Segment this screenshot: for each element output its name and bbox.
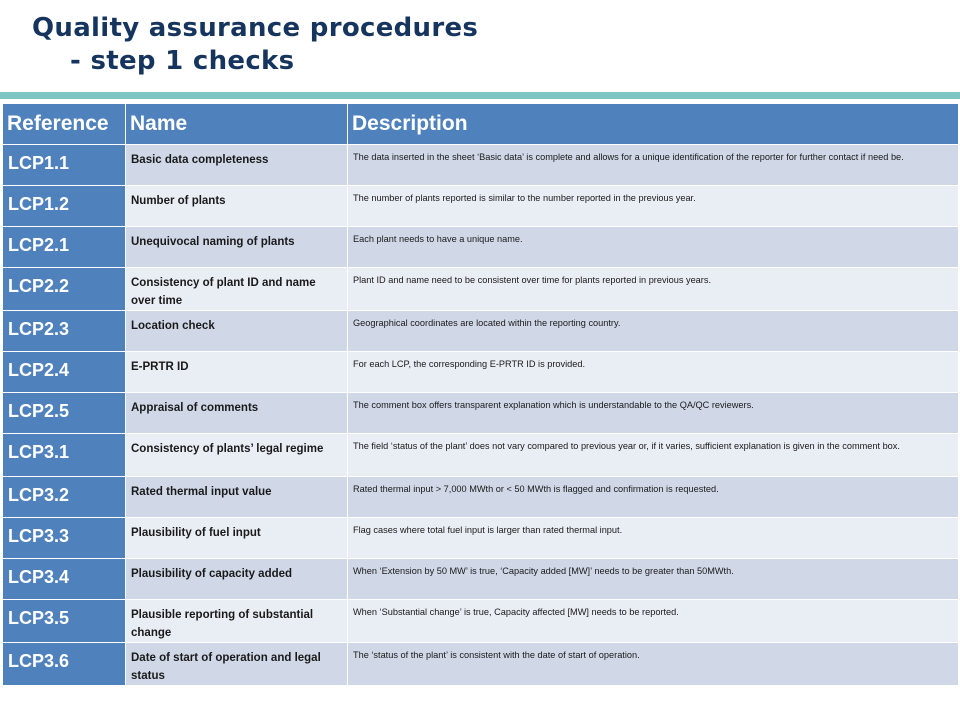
row-description: The comment box offers transparent explanation which is understandable to the QA/QC reviewers. — [348, 393, 959, 434]
table-row — [3, 600, 959, 643]
table-row — [3, 559, 959, 600]
row-name: Location check — [126, 311, 348, 352]
table-row — [3, 186, 959, 227]
row-description: Each plant needs to have a unique name. — [348, 227, 959, 268]
table-row — [3, 643, 959, 686]
row-name: Consistency of plant ID and name over time — [126, 268, 348, 311]
row-description: Plant ID and name need to be consistent over time for plants reported in previous years. — [348, 268, 959, 311]
row-description: Geographical coordinates are located within the reporting country. — [348, 311, 959, 352]
row-reference: LCP2.2 — [3, 268, 126, 311]
row-name: Unequivocal naming of plants — [126, 227, 348, 268]
row-reference: LCP1.1 — [3, 145, 126, 186]
row-description: The field ‘status of the plant’ does not vary compared to previous year or, if it varies, sufficient explanation is given in the comment box. — [348, 434, 959, 477]
row-reference: LCP3.1 — [3, 434, 126, 477]
row-reference: LCP2.4 — [3, 352, 126, 393]
page-title-line-2: - step 1 checks — [70, 46, 295, 76]
table-row — [3, 434, 959, 477]
row-reference: LCP3.4 — [3, 559, 126, 600]
header-description: Description — [348, 104, 959, 145]
row-reference: LCP2.3 — [3, 311, 126, 352]
row-description: The data inserted in the sheet ‘Basic data’ is complete and allows for a unique identification of the reporter for further contact if need be. — [348, 145, 959, 186]
row-reference: LCP2.1 — [3, 227, 126, 268]
row-name: Basic data completeness — [126, 145, 348, 186]
header-name: Name — [126, 104, 348, 145]
table-row — [3, 393, 959, 434]
table-row — [3, 268, 959, 311]
row-description: Rated thermal input > 7,000 MWth or < 50 MWth is flagged and confirmation is requested. — [348, 477, 959, 518]
row-reference: LCP3.2 — [3, 477, 126, 518]
row-description: The number of plants reported is similar to the number reported in the previous year. — [348, 186, 959, 227]
row-name: Date of start of operation and legal status — [126, 643, 348, 686]
row-description: The ‘status of the plant’ is consistent with the date of start of operation. — [348, 643, 959, 686]
page-title-line-1: Quality assurance procedures — [32, 13, 479, 43]
row-name: Plausibility of fuel input — [126, 518, 348, 559]
row-description: When ‘Extension by 50 MW’ is true, ‘Capacity added [MW]’ needs to be greater than 50MWth. — [348, 559, 959, 600]
row-reference: LCP3.6 — [3, 643, 126, 686]
row-name: Consistency of plants’ legal regime — [126, 434, 348, 477]
row-reference: LCP1.2 — [3, 186, 126, 227]
table-row — [3, 227, 959, 268]
row-description: When ‘Substantial change’ is true, Capacity affected [MW] needs to be reported. — [348, 600, 959, 643]
row-name: Number of plants — [126, 186, 348, 227]
table-header-row — [3, 104, 959, 145]
header-reference: Reference — [3, 104, 126, 145]
row-description: For each LCP, the corresponding E-PRTR ID is provided. — [348, 352, 959, 393]
table-row — [3, 352, 959, 393]
table-row — [3, 477, 959, 518]
table-row — [3, 145, 959, 186]
title-divider-bar — [0, 92, 960, 99]
quality-checks-table — [2, 103, 959, 686]
row-name: Plausible reporting of substantial change — [126, 600, 348, 643]
row-reference: LCP3.3 — [3, 518, 126, 559]
row-name: Plausibility of capacity added — [126, 559, 348, 600]
table-row — [3, 518, 959, 559]
page-title — [32, 12, 478, 78]
row-reference: LCP3.5 — [3, 600, 126, 643]
row-name: Rated thermal input value — [126, 477, 348, 518]
row-description: Flag cases where total fuel input is larger than rated thermal input. — [348, 518, 959, 559]
row-reference: LCP2.5 — [3, 393, 126, 434]
table-row — [3, 311, 959, 352]
row-name: Appraisal of comments — [126, 393, 348, 434]
row-name: E-PRTR ID — [126, 352, 348, 393]
